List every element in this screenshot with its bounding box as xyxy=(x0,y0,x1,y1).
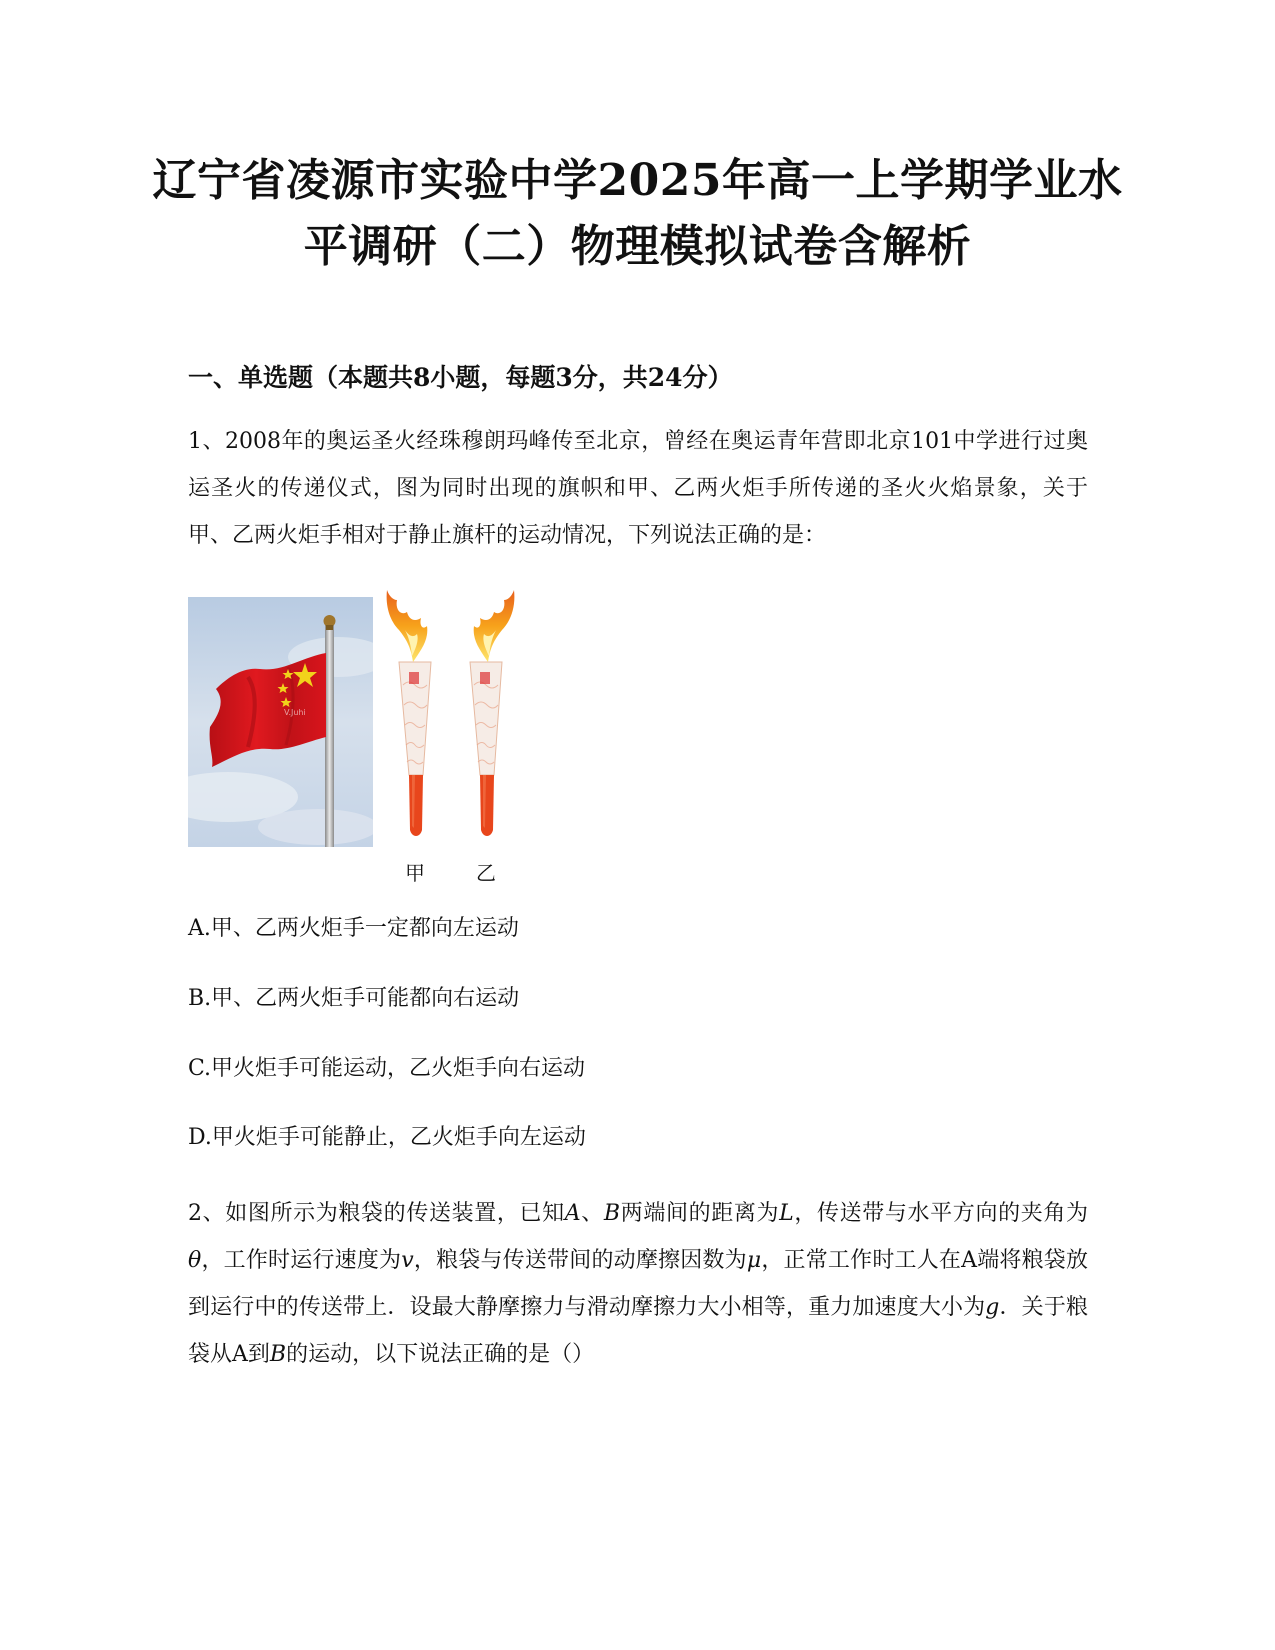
q2-seg: 2、如图所示为粮袋的传送装置，已知 xyxy=(188,1201,565,1226)
watermark-text: V.Juhi xyxy=(284,708,306,717)
question-2-text xyxy=(188,1190,1088,1378)
q2-math-b: B xyxy=(603,1201,621,1226)
q2-math-a: A xyxy=(564,1201,581,1226)
q2-seg: 两端间的距离为 xyxy=(620,1201,780,1226)
q2-seg: ，工作时运行速度为 xyxy=(201,1248,402,1273)
document-title: 辽宁省凌源市实验中学2025年高一上学期学业水平调研（二）物理模拟试卷含解析 xyxy=(152,155,1123,272)
q2-math-g: g xyxy=(985,1295,1000,1320)
option-a: A.甲、乙两火炬手一定都向左运动 xyxy=(188,916,519,941)
q2-math-l: L xyxy=(779,1201,794,1226)
question-1-text: 1、2008年的奥运圣火经珠穆朗玛峰传至北京，曾经在奥运青年营即北京101中学进行过奥运圣火的传递仪式，图为同时出现的旗帜和甲、乙两火炬手所传递的圣火火焰景象，关于甲、乙两火炬手相对于静止旗杆的运动情况，下列说法正确的是： xyxy=(188,429,1088,548)
flag-photo xyxy=(188,597,373,847)
q2-seg: ．关于粮袋从A到 xyxy=(188,1295,1088,1367)
q2-math-mu: μ xyxy=(746,1248,762,1273)
torch-a-illustration xyxy=(385,590,445,855)
option-d: D.甲火炬手可能静止，乙火炬手向左运动 xyxy=(188,1125,586,1150)
section-heading: 一、单选题（本题共8小题，每题3分，共24分） xyxy=(188,363,733,392)
option-c: C.甲火炬手可能运动，乙火炬手向右运动 xyxy=(188,1056,586,1081)
q2-seg: ，正常工作时工人在A端将粮袋放到运行中的传送带上．设最大静摩擦力与滑动摩擦力大小相等，重力加速度大小为 xyxy=(188,1248,1088,1320)
q2-math-theta: θ xyxy=(188,1248,202,1273)
torch-b-illustration xyxy=(456,590,516,855)
q2-seg: 的运动，以下说法正确的是（） xyxy=(286,1342,595,1367)
q2-seg: ，粮袋与传送带间的动摩擦因数为 xyxy=(413,1248,747,1273)
q2-seg: ，传送带与水平方向的夹角为 xyxy=(793,1201,1088,1226)
option-b: B.甲、乙两火炬手可能都向右运动 xyxy=(188,986,520,1011)
q2-seg: 、 xyxy=(580,1201,604,1226)
q2-math-b2: B xyxy=(269,1342,287,1367)
torch-label-a: 甲 xyxy=(405,861,425,885)
torch-label-b: 乙 xyxy=(476,861,496,885)
q2-math-v: v xyxy=(401,1248,414,1273)
question-1-figure xyxy=(188,590,548,890)
